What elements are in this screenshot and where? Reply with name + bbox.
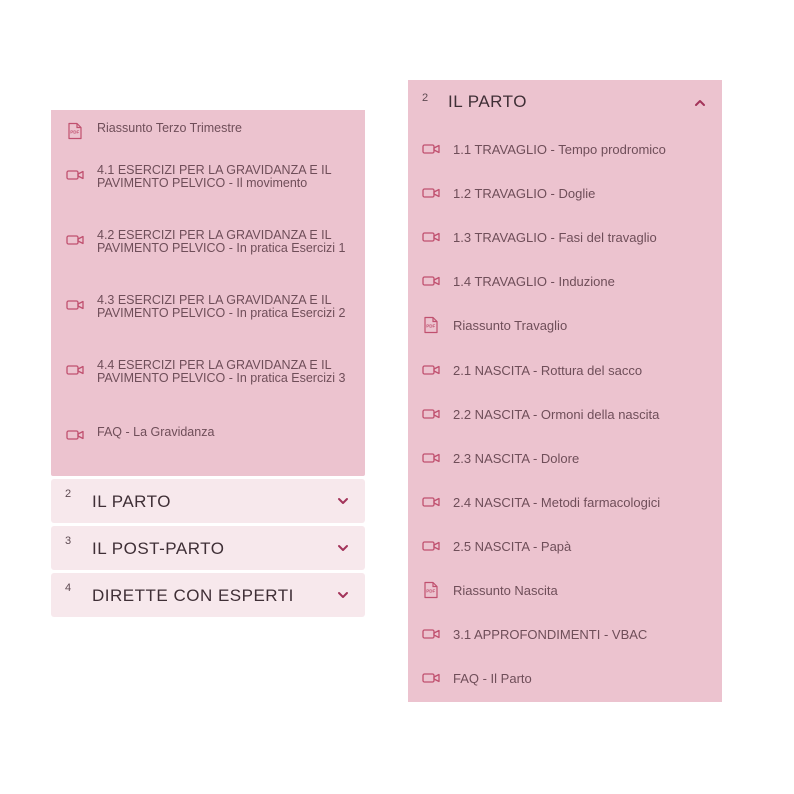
lesson-item[interactable] <box>408 449 722 469</box>
video-icon <box>422 228 440 246</box>
section-number: 4 <box>65 582 72 594</box>
left-lessons-panel <box>51 110 365 476</box>
lesson-label: FAQ - Il Parto <box>453 671 532 687</box>
section-4-accordion[interactable] <box>51 573 365 617</box>
lesson-item[interactable] <box>408 316 722 336</box>
lesson-item[interactable] <box>408 140 722 160</box>
section-title: IL POST-PARTO <box>92 539 225 558</box>
lesson-label: 2.1 NASCITA - Rottura del sacco <box>453 362 643 378</box>
lesson-label: FAQ - La Gravidanza <box>97 425 215 439</box>
lesson-label: 1.4 TRAVAGLIO - Induzione <box>453 274 615 290</box>
video-icon <box>66 361 84 379</box>
lesson-item[interactable] <box>408 537 722 557</box>
video-icon <box>422 669 440 687</box>
chevron-down-icon[interactable] <box>337 495 349 507</box>
lesson-label: 2.5 NASCITA - Papà <box>453 538 572 554</box>
lesson-label: Riassunto Nascita <box>453 583 558 598</box>
video-icon <box>66 296 84 314</box>
lesson-label: 4.1 ESERCIZI PER LA GRAVIDANZA E IL PAVIMENTO PELVICO - Il movimento <box>97 163 332 190</box>
svg-text:PDF: PDF <box>70 129 80 135</box>
lesson-item[interactable] <box>408 625 722 645</box>
video-icon <box>422 140 440 158</box>
lesson-label: 2.4 NASCITA - Metodi farmacologici <box>453 494 661 510</box>
video-icon <box>66 166 84 184</box>
section-number: 2 <box>422 92 429 104</box>
chevron-up-icon[interactable] <box>694 97 706 109</box>
video-icon <box>422 361 440 379</box>
section-title: DIRETTE CON ESPERTI <box>92 586 294 605</box>
pdf-icon <box>66 122 84 140</box>
lesson-item[interactable] <box>408 228 722 248</box>
video-icon <box>422 493 440 511</box>
lesson-item[interactable] <box>408 669 722 689</box>
video-icon <box>422 449 440 467</box>
lesson-label: 2.3 NASCITA - Dolore <box>453 450 580 466</box>
lesson-item[interactable] <box>408 405 722 425</box>
lesson-label: 1.2 TRAVAGLIO - Doglie <box>453 186 596 202</box>
lesson-item[interactable] <box>408 581 722 601</box>
lesson-label: Riassunto Terzo Trimestre <box>97 121 242 135</box>
section-number: 2 <box>65 488 72 500</box>
video-icon <box>422 405 440 423</box>
section-title: IL PARTO <box>92 492 171 511</box>
lesson-item[interactable] <box>408 272 722 292</box>
video-icon <box>422 184 440 202</box>
svg-text:PDF: PDF <box>426 588 436 594</box>
section-2-expanded-panel <box>408 80 722 702</box>
video-icon <box>422 537 440 555</box>
lesson-label: 4.4 ESERCIZI PER LA GRAVIDANZA E IL PAVIMENTO PELVICO - In pratica Esercizi 3 <box>97 358 346 385</box>
section-2-accordion[interactable] <box>51 479 365 523</box>
pdf-icon <box>422 581 440 599</box>
section-number: 3 <box>65 535 72 547</box>
lesson-label: 3.1 APPROFONDIMENTI - VBAC <box>453 627 648 643</box>
svg-text:PDF: PDF <box>426 323 436 329</box>
lesson-label: 4.3 ESERCIZI PER LA GRAVIDANZA E IL PAVIMENTO PELVICO - In pratica Esercizi 2 <box>97 293 346 320</box>
chevron-down-icon[interactable] <box>337 589 349 601</box>
section-title[interactable]: IL PARTO <box>448 92 527 111</box>
pdf-icon <box>422 316 440 334</box>
video-icon <box>422 272 440 290</box>
lesson-label: 2.2 NASCITA - Ormoni della nascita <box>453 406 660 422</box>
lesson-label: 1.1 TRAVAGLIO - Tempo prodromico <box>453 142 666 157</box>
video-icon <box>422 625 440 643</box>
chevron-down-icon[interactable] <box>337 542 349 554</box>
section-3-accordion[interactable] <box>51 526 365 570</box>
lesson-label: Riassunto Travaglio <box>453 318 568 334</box>
video-icon <box>66 231 84 249</box>
video-icon <box>66 426 84 444</box>
lesson-item[interactable] <box>408 493 722 513</box>
lesson-item[interactable] <box>408 361 722 381</box>
lesson-item[interactable] <box>408 184 722 204</box>
lesson-label: 4.2 ESERCIZI PER LA GRAVIDANZA E IL PAVIMENTO PELVICO - In pratica Esercizi 1 <box>97 228 346 255</box>
lesson-label: 1.3 TRAVAGLIO - Fasi del travaglio <box>453 230 657 246</box>
